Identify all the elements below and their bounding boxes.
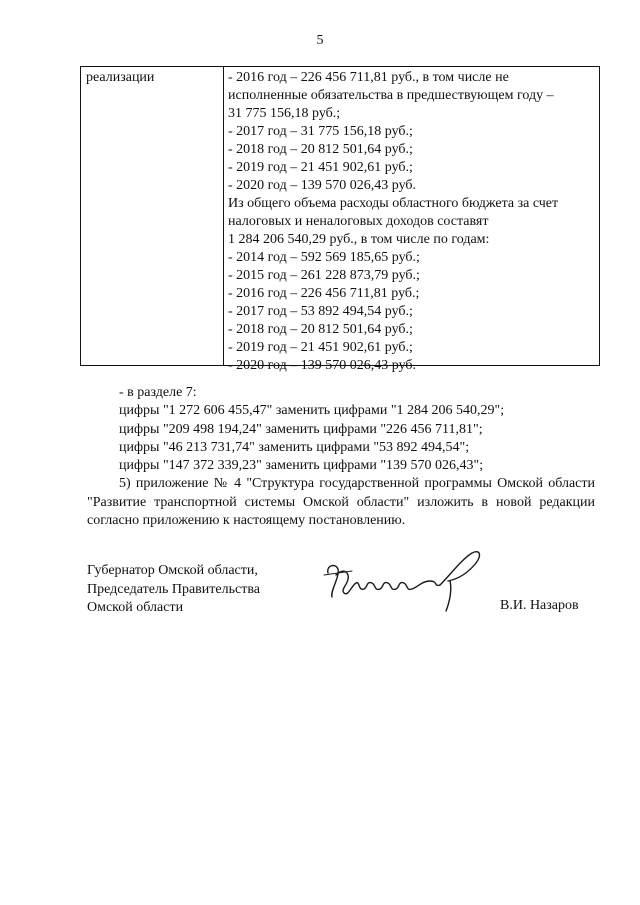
section7-line: цифры "147 372 339,23" заменить цифрами "139 570 026,43"; <box>119 458 484 474</box>
table-line: - 2015 год – 261 228 873,79 руб.; <box>228 268 420 283</box>
signatory-title <box>87 562 260 618</box>
table-line: - 2018 год – 20 812 501,64 руб.; <box>228 142 413 157</box>
funding-table <box>80 66 600 373</box>
page-number: 5 <box>316 33 324 48</box>
section7-heading: - в разделе 7: <box>119 385 197 400</box>
item5-paragraph: 5) приложение № 4 "Структура государственной программы Омской области "Развитие транспортной системы Омской области" изложить в новой редакции согласно приложению к настоящему постановлению. <box>87 476 595 529</box>
table-line: - 2017 год – 31 775 156,18 руб.; <box>228 124 413 139</box>
section7-line: цифры "1 272 606 455,47" заменить цифрами "1 284 206 540,29"; <box>119 403 505 419</box>
section7-line: цифры "209 498 194,24" заменить цифрами "226 456 711,81"; <box>119 421 483 437</box>
table-left-cell: реализации <box>81 67 224 365</box>
table-line: 1 284 206 540,29 руб., в том числе по годам: <box>228 232 490 247</box>
table-line: - 2018 год – 20 812 501,64 руб.; <box>228 322 413 337</box>
table-line: - 2016 год – 226 456 711,81 руб., в том числе не <box>228 70 509 85</box>
signatory-title-line: Омской области <box>87 600 184 615</box>
table-line: - 2020 год – 139 570 026,43 руб. <box>228 178 417 193</box>
signatory-title-line: Председатель Правительства <box>87 581 260 597</box>
table-line: - 2016 год – 226 456 711,81 руб.; <box>228 286 420 301</box>
signatory-name: В.И. Назаров <box>500 598 579 613</box>
table-line: - 2017 год – 53 892 494,54 руб.; <box>228 304 413 319</box>
table-line: - 2019 год – 21 451 902,61 руб.; <box>228 160 413 175</box>
table-right-cell <box>224 67 599 373</box>
table-line: налоговых и неналоговых доходов составят <box>228 214 489 229</box>
handwritten-signature-icon <box>322 545 490 613</box>
table-line: Из общего объема расходы областного бюджета за счет <box>228 196 559 211</box>
section7-block <box>87 384 595 530</box>
table-line: - 2019 год – 21 451 902,61 руб.; <box>228 340 413 355</box>
table-line: исполненные обязательства в предшествующем году – <box>228 88 554 103</box>
signatory-title-line: Губернатор Омской области, <box>87 563 258 578</box>
table-line: 31 775 156,18 руб.; <box>228 106 341 121</box>
table-line: - 2020 год – 139 570 026,43 руб. <box>228 358 417 373</box>
table-line: - 2014 год – 592 569 185,65 руб.; <box>228 250 420 265</box>
section7-line: цифры "46 213 731,74" заменить цифрами "53 892 494,54"; <box>119 439 470 455</box>
